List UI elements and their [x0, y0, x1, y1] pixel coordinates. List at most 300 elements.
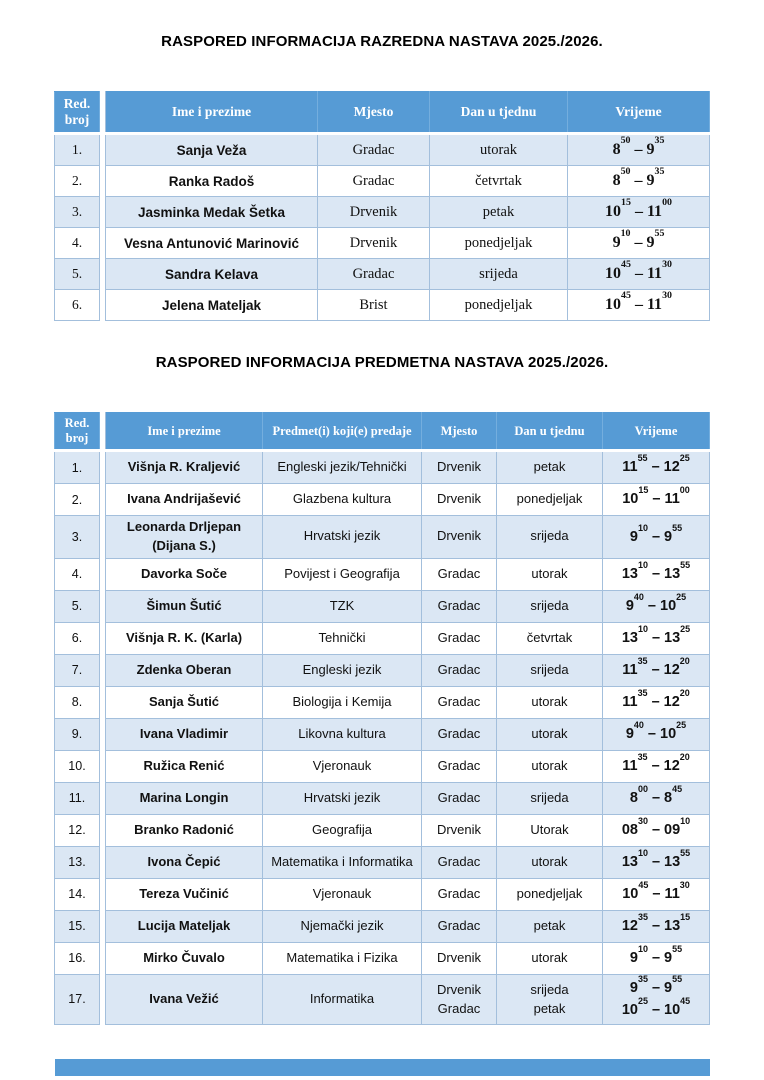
name-cell: Višnja R. K. (Karla) [106, 622, 263, 654]
time-separator: – [651, 949, 661, 966]
time-range [607, 784, 705, 809]
time-start-minutes: 35 [637, 656, 648, 667]
row-number-cell: 9. [55, 718, 100, 750]
time-separator: – [651, 979, 661, 996]
name-cell: Leonarda Drljepan (Dijana S.) [106, 516, 263, 559]
time-start-hour: 10 [622, 491, 639, 508]
name-cell: Jasminka Medak Šetka [106, 197, 318, 228]
time-separator: – [634, 295, 643, 313]
time-separator: – [647, 725, 656, 742]
time-end-hour: 9 [664, 528, 673, 545]
time-start-hour: 9 [625, 725, 634, 742]
row-number-cell: 16. [55, 942, 100, 974]
time-cell [568, 166, 710, 197]
time-end-hour: 11 [646, 202, 663, 220]
place-cell: Gradac [422, 622, 497, 654]
row-number-cell: 1. [55, 134, 100, 166]
time-end-hour: 10 [660, 725, 677, 742]
row-number-cell: 3. [55, 197, 100, 228]
column-header: Dan u tjednu [430, 92, 568, 134]
name-cell: Višnja R. Kraljević [106, 451, 263, 484]
time-separator: – [651, 1002, 661, 1019]
subject-cell: Engleski jezik/Tehnički [263, 451, 422, 484]
table-row [55, 910, 710, 942]
time-separator: – [634, 202, 643, 220]
time-end-minutes: 20 [679, 656, 690, 667]
table-row [55, 516, 710, 559]
row-number-cell: 15. [55, 910, 100, 942]
name-cell: Davorka Soče [106, 558, 263, 590]
place-cell: Drvenik [318, 197, 430, 228]
time-range [607, 688, 705, 713]
time-range [607, 880, 705, 905]
time-start-hour: 10 [605, 202, 622, 220]
table-row [55, 622, 710, 654]
razredna-table-body [55, 134, 710, 321]
name-cell: Ivana Vežić [106, 974, 263, 1024]
name-cell: Ivona Čepić [106, 846, 263, 878]
table-row [55, 750, 710, 782]
time-range [607, 752, 705, 777]
time-cell [603, 451, 710, 484]
time-start-minutes: 15 [621, 196, 631, 208]
time-cell [603, 878, 710, 910]
time-end-minutes: 35 [654, 134, 665, 146]
table-row [55, 134, 710, 166]
time-start-minutes: 50 [620, 134, 631, 146]
subject-cell: Matematika i Fizika [263, 942, 422, 974]
table-row [55, 782, 710, 814]
row-number-cell: 3. [55, 516, 100, 559]
time-start-minutes: 10 [637, 522, 648, 533]
row-number-cell: 4. [55, 228, 100, 259]
time-end-hour: 9 [664, 979, 673, 996]
table-row [55, 259, 710, 290]
time-range [572, 165, 705, 194]
place-line: Drvenik [436, 981, 482, 997]
row-number-cell: 5. [55, 590, 100, 622]
day-cell: utorak [497, 750, 603, 782]
time-range [607, 485, 705, 510]
time-end-minutes: 00 [679, 485, 690, 496]
subject-cell: Biologija i Kemija [263, 686, 422, 718]
time-start-minutes: 35 [637, 688, 648, 699]
time-start-minutes: 00 [637, 784, 648, 795]
day-cell: utorak [497, 686, 603, 718]
time-separator: – [651, 821, 661, 838]
table-row [55, 686, 710, 718]
table-row [55, 166, 710, 197]
place-cell: Gradac [422, 686, 497, 718]
column-header: Red. broj [55, 92, 100, 134]
time-range [572, 227, 705, 256]
row-number-cell: 2. [55, 166, 100, 197]
row-number-cell: 11. [55, 782, 100, 814]
time-end-hour: 9 [646, 233, 655, 251]
time-start-minutes: 10 [637, 848, 648, 859]
time-range [607, 912, 705, 937]
time-start-hour: 8 [612, 171, 621, 189]
time-range [572, 258, 705, 287]
time-start-minutes: 25 [637, 996, 648, 1007]
footer-bar [55, 1059, 710, 1076]
time-end-hour: 10 [660, 597, 677, 614]
place-cell: Gradac [422, 846, 497, 878]
place-cell: Gradac [422, 590, 497, 622]
place-cell [422, 974, 497, 1024]
place-cell: Drvenik [422, 451, 497, 484]
time-separator: – [651, 528, 661, 545]
row-number-cell: 7. [55, 654, 100, 686]
place-cell: Gradac [422, 558, 497, 590]
place-cell: Gradac [422, 910, 497, 942]
place-cell: Drvenik [422, 516, 497, 559]
time-start-minutes: 30 [637, 816, 648, 827]
time-end-minutes: 10 [680, 816, 691, 827]
time-start-minutes: 45 [638, 880, 649, 891]
day-line: petak [533, 1001, 566, 1017]
time-range [607, 996, 705, 1021]
time-separator: – [651, 917, 661, 934]
time-start-minutes: 10 [637, 560, 648, 571]
column-header: Mjesto [422, 413, 497, 451]
row-number-cell: 17. [55, 974, 100, 1024]
row-number-cell: 5. [55, 259, 100, 290]
day-cell: srijeda [497, 590, 603, 622]
time-start-hour: 9 [629, 528, 638, 545]
time-start-minutes: 10 [620, 227, 631, 239]
table-row [55, 484, 710, 516]
time-end-hour: 11 [646, 264, 663, 282]
time-range [607, 944, 705, 969]
name-cell: Vesna Antunović Marinović [106, 228, 318, 259]
time-range [607, 973, 705, 999]
table-row [55, 197, 710, 228]
name-cell: Šimun Šutić [106, 590, 263, 622]
time-range [607, 656, 705, 681]
table-row [55, 974, 710, 1024]
time-cell [603, 974, 710, 1024]
time-start-hour: 9 [629, 979, 638, 996]
row-number-cell: 4. [55, 558, 100, 590]
subject-cell: Hrvatski jezik [263, 516, 422, 559]
time-end-hour: 11 [664, 491, 680, 508]
place-cell: Gradac [318, 166, 430, 197]
day-cell [497, 974, 603, 1024]
time-range [607, 624, 705, 649]
day-cell: ponedjeljak [430, 290, 568, 321]
time-cell [603, 558, 710, 590]
day-cell: petak [497, 910, 603, 942]
time-cell [603, 516, 710, 559]
time-end-hour: 13 [664, 565, 681, 582]
predmetna-table-body [55, 451, 710, 1025]
time-cell [568, 228, 710, 259]
time-end-minutes: 35 [654, 165, 665, 177]
table-row [55, 654, 710, 686]
table-row [55, 590, 710, 622]
time-start-minutes: 10 [637, 624, 648, 635]
place-cell: Drvenik [318, 228, 430, 259]
time-cell [603, 686, 710, 718]
subject-cell: TZK [263, 590, 422, 622]
time-start-minutes: 45 [621, 258, 631, 270]
time-cell [603, 782, 710, 814]
time-start-hour: 11 [622, 757, 638, 774]
place-cell: Drvenik [422, 484, 497, 516]
name-cell: Mirko Čuvalo [106, 942, 263, 974]
time-start-hour: 12 [621, 917, 638, 934]
subject-cell: Njemački jezik [263, 910, 422, 942]
time-range [607, 453, 705, 478]
time-start-hour: 11 [622, 693, 638, 710]
subject-cell: Povijest i Geografija [263, 558, 422, 590]
time-start-hour: 13 [621, 565, 638, 582]
time-cell [603, 846, 710, 878]
name-cell: Branko Radonić [106, 814, 263, 846]
time-end-minutes: 55 [672, 944, 683, 955]
subject-cell: Informatika [263, 974, 422, 1024]
time-start-hour: 10 [622, 885, 639, 902]
day-cell: utorak [497, 846, 603, 878]
time-start-minutes: 15 [638, 485, 649, 496]
time-end-hour: 9 [646, 171, 655, 189]
row-number-cell: 1. [55, 451, 100, 484]
time-separator: – [651, 661, 660, 678]
time-cell [603, 942, 710, 974]
column-header: Ime i prezime [106, 413, 263, 451]
place-line: Gradac [437, 1001, 481, 1017]
day-cell: ponedjeljak [497, 878, 603, 910]
row-number-cell: 13. [55, 846, 100, 878]
time-range [607, 592, 705, 617]
time-separator: – [651, 459, 660, 476]
name-cell: Sandra Kelava [106, 259, 318, 290]
time-start-hour: 13 [621, 629, 638, 646]
time-start-minutes: 40 [633, 720, 644, 731]
time-end-minutes: 55 [672, 973, 683, 984]
time-range [572, 289, 705, 318]
name-cell: Marina Longin [106, 782, 263, 814]
time-end-hour: 8 [664, 789, 673, 806]
time-start-hour: 8 [629, 789, 638, 806]
subject-cell: Hrvatski jezik [263, 782, 422, 814]
place-cell: Gradac [422, 750, 497, 782]
table-row [55, 942, 710, 974]
place-cell: Gradac [318, 259, 430, 290]
time-start-hour: 11 [622, 661, 638, 678]
day-cell: četvrtak [430, 166, 568, 197]
table-row [55, 228, 710, 259]
day-cell: utorak [497, 942, 603, 974]
column-header: Vrijeme [568, 92, 710, 134]
time-end-minutes: 55 [672, 522, 683, 533]
time-separator: – [652, 491, 661, 508]
place-cell: Gradac [422, 878, 497, 910]
column-header: Ime i prezime [106, 92, 318, 134]
time-start-hour: 11 [622, 459, 638, 476]
time-range [607, 560, 705, 585]
time-cell [568, 134, 710, 166]
name-cell: Lucija Mateljak [106, 910, 263, 942]
column-header: Mjesto [318, 92, 430, 134]
place-cell: Gradac [318, 134, 430, 166]
time-range [607, 522, 705, 548]
time-start-minutes: 40 [633, 592, 644, 603]
time-start-minutes: 50 [620, 165, 631, 177]
time-range [572, 196, 705, 225]
time-range [607, 816, 705, 841]
time-end-minutes: 30 [662, 258, 672, 270]
time-end-minutes: 30 [679, 880, 690, 891]
time-separator: – [647, 597, 656, 614]
time-end-minutes: 20 [679, 688, 690, 699]
time-start-minutes: 10 [637, 944, 648, 955]
subject-cell: Vjeronauk [263, 750, 422, 782]
time-separator: – [652, 885, 661, 902]
name-cell: Zdenka Oberan [106, 654, 263, 686]
time-cell [603, 814, 710, 846]
time-end-minutes: 55 [654, 227, 665, 239]
column-header: Vrijeme [603, 413, 710, 451]
name-cell: Ružica Renić [106, 750, 263, 782]
time-start-minutes: 55 [637, 453, 648, 464]
time-separator: – [634, 171, 643, 189]
row-number-cell: 8. [55, 686, 100, 718]
razredna-title: RASPORED INFORMACIJA RAZREDNA NASTAVA 2025./2026. [161, 33, 603, 50]
time-separator: – [634, 140, 643, 158]
time-end-minutes: 45 [672, 784, 683, 795]
table-row [55, 814, 710, 846]
time-end-hour: 11 [664, 885, 680, 902]
razredna-table [54, 91, 710, 321]
column-header: Dan u tjednu [497, 413, 603, 451]
time-end-hour: 12 [663, 757, 680, 774]
time-separator: – [651, 629, 661, 646]
place-cell: Brist [318, 290, 430, 321]
time-cell [603, 910, 710, 942]
time-separator: – [651, 693, 660, 710]
time-start-minutes: 45 [621, 289, 631, 301]
name-cell: Sanja Šutić [106, 686, 263, 718]
time-start-minutes: 35 [637, 912, 648, 923]
place-cell: Drvenik [422, 814, 497, 846]
table-row [55, 558, 710, 590]
time-cell [568, 290, 710, 321]
time-end-minutes: 55 [680, 848, 691, 859]
time-end-minutes: 15 [680, 912, 691, 923]
time-end-minutes: 25 [680, 624, 691, 635]
time-start-hour: 9 [612, 233, 621, 251]
day-cell: utorak [497, 718, 603, 750]
time-end-minutes: 20 [679, 752, 690, 763]
day-cell: ponedjeljak [430, 228, 568, 259]
row-number-cell: 14. [55, 878, 100, 910]
table-row [55, 718, 710, 750]
day-cell: utorak [497, 558, 603, 590]
predmetna-title: RASPORED INFORMACIJA PREDMETNA NASTAVA 2025./2026. [155, 354, 609, 371]
time-end-minutes: 25 [676, 720, 687, 731]
time-start-hour: 10 [605, 295, 622, 313]
time-end-hour: 09 [664, 821, 681, 838]
place-cell: Drvenik [422, 942, 497, 974]
time-cell [568, 259, 710, 290]
predmetna-table-header [55, 413, 710, 451]
subject-cell: Vjeronauk [263, 878, 422, 910]
name-cell: Ivana Vladimir [106, 718, 263, 750]
time-cell [603, 654, 710, 686]
time-cell [603, 718, 710, 750]
place-cell: Gradac [422, 782, 497, 814]
name-cell: Sanja Veža [106, 134, 318, 166]
subject-cell: Likovna kultura [263, 718, 422, 750]
time-start-hour: 13 [621, 853, 638, 870]
time-end-minutes: 25 [676, 592, 687, 603]
name-cell: Ivana Andrijašević [106, 484, 263, 516]
place-cell: Gradac [422, 654, 497, 686]
time-end-minutes: 55 [680, 560, 691, 571]
time-end-hour: 12 [663, 459, 680, 476]
table-row [55, 290, 710, 321]
name-cell: Jelena Mateljak [106, 290, 318, 321]
time-separator: – [634, 233, 643, 251]
time-separator: – [651, 565, 661, 582]
time-cell [603, 484, 710, 516]
row-number-cell: 6. [55, 622, 100, 654]
name-cell: Tereza Vučinić [106, 878, 263, 910]
time-cell [603, 622, 710, 654]
time-cell [603, 750, 710, 782]
time-start-hour: 08 [621, 821, 638, 838]
time-start-hour: 9 [629, 949, 638, 966]
day-cell: utorak [430, 134, 568, 166]
table-row [55, 878, 710, 910]
time-end-hour: 13 [664, 853, 681, 870]
day-cell: petak [430, 197, 568, 228]
time-end-hour: 13 [664, 917, 681, 934]
day-cell: ponedjeljak [497, 484, 603, 516]
time-end-minutes: 30 [662, 289, 672, 301]
day-cell: srijeda [430, 259, 568, 290]
time-end-hour: 13 [664, 629, 681, 646]
time-end-hour: 11 [646, 295, 663, 313]
name-cell: Ranka Radoš [106, 166, 318, 197]
row-number-cell: 2. [55, 484, 100, 516]
time-start-minutes: 35 [637, 752, 648, 763]
time-end-hour: 9 [646, 140, 655, 158]
time-cell [568, 197, 710, 228]
time-separator: – [651, 757, 660, 774]
time-end-hour: 12 [663, 693, 680, 710]
row-number-cell: 6. [55, 290, 100, 321]
time-end-minutes: 45 [680, 996, 691, 1007]
row-number-cell: 10. [55, 750, 100, 782]
day-cell: četvrtak [497, 622, 603, 654]
time-separator: – [651, 853, 661, 870]
razredna-table-header [55, 92, 710, 134]
time-range [607, 848, 705, 873]
time-start-hour: 8 [612, 140, 621, 158]
subject-cell: Matematika i Informatika [263, 846, 422, 878]
time-separator: – [634, 264, 643, 282]
day-cell: petak [497, 451, 603, 484]
time-start-hour: 10 [621, 1002, 638, 1019]
row-number-cell: 12. [55, 814, 100, 846]
time-separator: – [651, 789, 661, 806]
time-end-minutes: 25 [679, 453, 690, 464]
time-cell [603, 590, 710, 622]
column-header: Red. broj [55, 413, 100, 451]
